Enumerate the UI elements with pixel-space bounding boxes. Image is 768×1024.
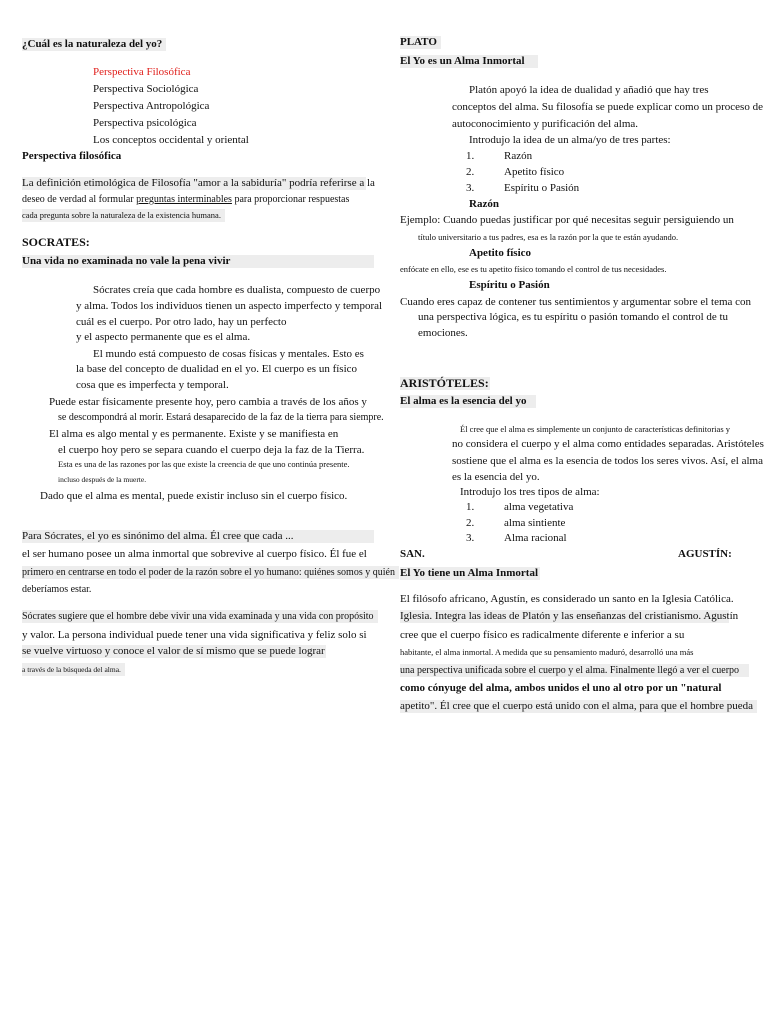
paragraph-line: Sócrates sugiere que el hombre debe vivir una vida examinada y una vida con propósito xyxy=(22,610,378,623)
razon-heading: Razón xyxy=(469,198,499,210)
paragraph-line: título universitario a tus padres, esa es la razón por la que te están ayudando. xyxy=(418,232,679,242)
paragraph-line: El filósofo africano, Agustín, es considerado un santo en la Iglesia Católica. xyxy=(400,593,734,605)
list-item: 1. alma vegetativa xyxy=(466,501,574,513)
paragraph-line: una perspectiva lógica, es tu espíritu o pasión tomando el control de tu xyxy=(418,311,729,323)
paragraph-line: cosa que es imperfecta y temporal. xyxy=(76,379,229,391)
paragraph-line: Él cree que el alma es simplemente un conjunto de características definitorias y xyxy=(460,424,731,434)
empty-bullet xyxy=(452,343,461,356)
list-item: Perspectiva Antropológica xyxy=(93,100,210,112)
list-item: Perspectiva Filosófica xyxy=(93,66,191,78)
paragraph-line: una perspectiva unificada sobre el cuerpo y el alma. Finalmente llegó a ver el cuerpo xyxy=(400,664,749,677)
paragraph-line: la base del concepto de dualidad en el yo. El cuerpo es un físico xyxy=(76,363,358,375)
paragraph-line: apetito". Él cree que el cuerpo está unido con el alma, para que el hombre pueda xyxy=(400,700,757,713)
plato-heading: PLATO xyxy=(400,36,441,49)
socrates-heading: SOCRATES: xyxy=(22,235,90,249)
paragraph-line: y alma. Todos los individuos tienen un aspecto imperfecto y temporal xyxy=(76,300,383,312)
paragraph-line: Puede estar físicamente presente hoy, pero cambia a través de los años y xyxy=(49,396,367,408)
section-heading-perspectiva: Perspectiva filosófica xyxy=(22,150,122,162)
paragraph-line: autoconocimiento y purificación del alma. xyxy=(452,118,639,130)
paragraph-line: y el aspecto permanente que es el alma. xyxy=(76,331,251,343)
paragraph-line: sostiene que el alma es la esencia de todos los seres vivos. Así, el alma xyxy=(452,455,763,467)
paragraph-line: Para Sócrates, el yo es sinónimo del alma. Él cree que cada ... xyxy=(22,530,374,543)
paragraph-line: Cuando eres capaz de contener tus sentimientos y argumentar sobre el tema con xyxy=(400,296,752,308)
san-heading: SAN. xyxy=(400,548,425,560)
list-item: Perspectiva psicológica xyxy=(93,117,197,129)
aristoteles-subheading: El alma es la esencia del yo xyxy=(400,395,536,408)
paragraph-line: no considera el cuerpo y el alma como entidades separadas. Aristóteles xyxy=(452,438,764,450)
paragraph-line: habitante, el alma inmortal. A medida que su pensamiento maduró, desarrolló una más xyxy=(400,647,694,657)
paragraph-line: el ser humano posee un alma inmortal que sobrevive al cuerpo físico. Él fue el xyxy=(22,548,367,560)
paragraph-line: como cónyuge del alma, ambos unidos el uno al otro por un "natural xyxy=(400,682,722,694)
paragraph-line: incluso después de la muerte. xyxy=(58,475,147,484)
paragraph-line: enfócate en ello, ese es tu apetito físico tomando el control de tus necesidades. xyxy=(400,264,667,274)
paragraph-line: se descompondrá al morir. Estará desaparecido de la faz de la tierra para siempre. xyxy=(58,412,384,423)
list-item: 2. alma sintiente xyxy=(466,517,566,529)
espiritu-heading: Espíritu o Pasión xyxy=(469,279,550,291)
paragraph-line: deberíamos estar. xyxy=(22,584,92,595)
paragraph-line: cree que el cuerpo físico es radicalmente diferente e inferior a su xyxy=(400,629,685,641)
paragraph-line: Platón apoyó la idea de dualidad y añadió que hay tres xyxy=(469,84,709,96)
agustin-subheading: El Yo tiene un Alma Inmortal xyxy=(400,567,539,579)
paragraph-line: Esta es una de las razones por las que existe la creencia de que uno continúa presente. xyxy=(58,459,350,469)
socrates-subheading: Una vida no examinada no vale la pena vivir xyxy=(22,255,374,268)
paragraph-line: El alma es algo mental y es permanente. Existe y se manifiesta en xyxy=(49,428,339,440)
paragraph-line: emociones. xyxy=(418,327,468,339)
paragraph-line: conceptos del alma. Su filosofía se puede explicar como un proceso de xyxy=(452,101,763,113)
paragraph-line: Introdujo los tres tipos de alma: xyxy=(460,486,600,498)
list-item: 1. Razón xyxy=(466,150,533,162)
list-item: Los conceptos occidental y oriental xyxy=(93,134,249,146)
paragraph-line: Sócrates creía que cada hombre es dualista, compuesto de cuerpo xyxy=(93,284,381,296)
paragraph-line: y valor. La persona individual puede tener una vida significativa y feliz solo si xyxy=(22,629,367,641)
list-item: Perspectiva Sociológica xyxy=(93,83,199,95)
paragraph-line: primero en centrarse en todo el poder de la razón sobre el yo humano: quiénes somos y quién xyxy=(22,566,399,579)
paragraph-line: a través de la búsqueda del alma. xyxy=(22,663,125,676)
list-item: 3. Alma racional xyxy=(466,532,567,544)
paragraph-line: Introdujo la idea de un alma/yo de tres partes: xyxy=(469,134,671,146)
plato-subheading: El Yo es un Alma Inmortal xyxy=(400,55,538,68)
paragraph-line: El mundo está compuesto de cosas físicas y mentales. Esto es xyxy=(93,348,364,360)
paragraph-line: es la esencia del yo. xyxy=(452,471,540,483)
list-item: 2. Apetito físico xyxy=(466,166,565,178)
definition-line: deseo de verdad al formular preguntas interminables para proporcionar respuestas xyxy=(22,194,350,205)
paragraph-line: cuál es el cuerpo. Por otro lado, hay un perfecto xyxy=(76,316,287,328)
paragraph-line: Iglesia. Integra las ideas de Platón y las enseñanzas del cristianismo. Agustín xyxy=(400,610,739,622)
paragraph-line: el cuerpo hoy pero se separa cuando el cuerpo deja la faz de la Tierra. xyxy=(58,444,365,456)
paragraph-line: Ejemplo: Cuando puedas justificar por qué necesitas seguir persiguiendo un xyxy=(400,214,734,226)
question-heading: ¿Cuál es la naturaleza del yo? xyxy=(22,38,166,51)
paragraph-line: se vuelve virtuoso y conoce el valor de sí mismo que se puede lograr xyxy=(22,645,325,657)
definition-line: La definición etimológica de Filosofía "amor a la sabiduría" podría referirse a la xyxy=(22,177,375,189)
aristoteles-heading: ARISTÓTELES: xyxy=(400,376,489,390)
apetito-heading: Apetito físico xyxy=(469,247,532,259)
definition-line: cada pregunta sobre la naturaleza de la existencia humana. xyxy=(22,209,225,222)
agustin-heading: AGUSTÍN: xyxy=(678,548,732,560)
paragraph-line: Dado que el alma es mental, puede existir incluso sin el cuerpo físico. xyxy=(40,490,348,502)
list-item: 3. Espíritu o Pasión xyxy=(466,182,580,194)
